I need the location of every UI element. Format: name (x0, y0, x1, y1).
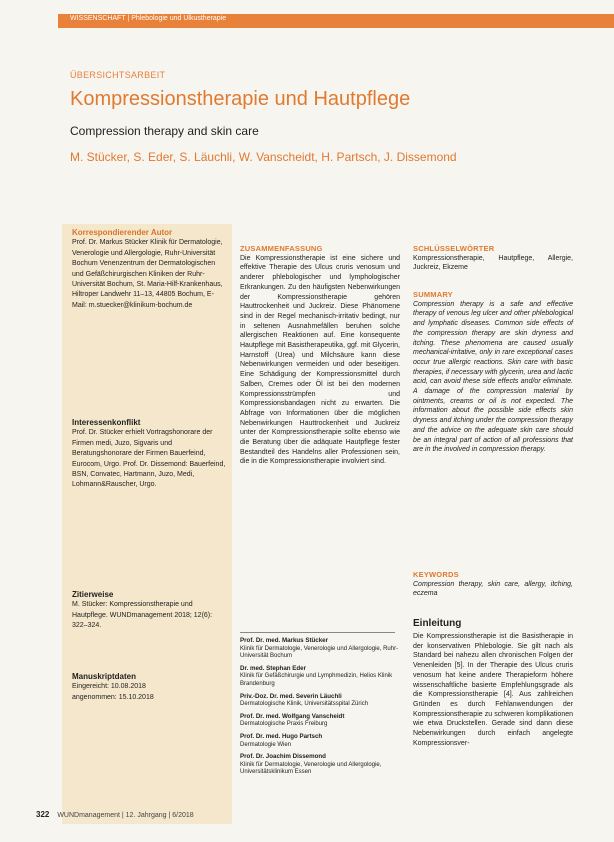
correspondence-text: Prof. Dr. Markus Stücker Klinik für Dermatologie, Venerologie und Allergologie, Ruhr-Universität Bochum Venenzentrum der Dermatologischen und Gefäßchirurgischen Kliniken der Ruhr-Universität Bochum, St. Maria-Hilf-Krankenhaus, Hiltroper Landwehr 11–13, 44805 Bochum, E-Mail: m.stuecker@klinikum-bochum.de (72, 239, 223, 309)
address-institution: Klinik für Gefäßchirurgie und Lymphmedizin, Helios Klinik Brandenburg (240, 673, 393, 687)
conflict-block (72, 418, 228, 491)
address-institution: Dermatologische Klinik, Universitätsspital Zürich (240, 701, 369, 708)
einleitung-heading: Einleitung (413, 618, 462, 629)
article-title: Kompressionstherapie und Hautpflege (70, 88, 411, 110)
journal-info: WUNDmanagement | 12. Jahrgang | 6/2018 (57, 812, 194, 819)
address-name: Prof. Dr. med. Wolfgang Vanscheidt (240, 712, 345, 720)
einleitung-text: Die Kompressionstherapie ist die Basistherapie in der konservativen Phlebologie. Sie gilt nach als Standard bei nahezu allen chronischen Folgen der Venenleiden [5]. In der Therapie des Ulcus cruris venosum hat keine andere Therapieform höhere wissenschaftliche basierte Empfehlungsgrade als die Kompressionstherapie [4]. Aus zahlreichen Gründen es durch Fehlanwendungen der Kompressionstherapie zu schweren komplikationen wie etwa Druckstellen. Gerade sind dann diese Nebenwirkungen durch einfach angelegte Kompressionsver- (413, 633, 573, 747)
zusammenfassung-text: Die Kompressionstherapie ist eine sichere und effektive Therapie des Ulcus cruris venosum und anderer phlebologischer und lymphologischer Erkrankungen. Zu den häufigsten Nebenwirkungen der Kompressionstherapie gehören Hauttrockenheit und Juckreiz. Diese Phänomene sind in der Regel mechanisch-irritativ bedingt, nur in seltenen Ausnahmefällen beruhen solche allergischen Reaktionen auf. Eine konsequente Hautpflege mit Basistherapeutika, ggf. mit Glycerin, Harnstoff (Urea) und Milchsäure kann diese Nebenwirkungen vermeiden und oder beseitigen. Eine Schädigung der Kompressionsmittel durch Salben, Cremes oder Öl ist bei den modernen Kompressionsstrümpfen und Kompressionsbandagen nicht zu erwarten. Die Abfrage von Informationen über die möglichen Nebenwirkungen Hauttrockenheit und Juckreiz unter der Kompressionstherapie sollte ebenso wie die Beratung über die adäquate Hautpflege fester Bestandteil des Handelns aller Professionen sein, die in die Kompressionstherapie involviert sind. (240, 254, 400, 466)
article-subtitle: Compression therapy and skin care (70, 124, 259, 138)
keywords-en (413, 570, 573, 599)
citation-block (72, 590, 228, 632)
keywords-de-heading: SCHLÜSSELWÖRTER (413, 244, 495, 253)
conflict-heading: Interessenkonflikt (72, 418, 141, 427)
summary (413, 290, 573, 455)
conflict-text: Prof. Dr. Stücker erhielt Vortragshonorare der Firmen medi, Juzo, Sigvaris und Beratungshonorare der Firmen Bauerfeind, Eurocom, Urgo. Prof. Dr. Dissemond: Bauerfeind, BSN, Convatec, Hartmann, Juzo, Medi, Lohmann&Rauscher, Urgo. (72, 429, 226, 489)
summary-heading: SUMMARY (413, 290, 453, 299)
citation-heading: Zitierweise (72, 590, 114, 599)
keywords-en-heading: KEYWORDS (413, 570, 459, 579)
address-item (240, 637, 400, 661)
correspondence-block (72, 228, 228, 311)
sidebar (62, 224, 232, 824)
address-institution: Dermatologische Praxis Freiburg (240, 721, 328, 728)
keywords-en-text: Compression therapy, skin care, allergy, itching, eczema (413, 580, 573, 598)
address-institution: Klinik für Dermatologie, Venerologie und Allergologie, Ruhr-Universität Bochum (240, 645, 399, 660)
manuscript-block (72, 672, 228, 703)
address-item (240, 693, 400, 709)
address-item (240, 753, 400, 777)
address-name: Dr. med. Stephan Eder (240, 664, 307, 672)
address-item (240, 713, 400, 729)
keywords-de-text: Kompressionstherapie, Hautpflege, Allergie, Juckreiz, Ekzeme (413, 254, 573, 272)
manuscript-accepted: angenommen: 15.10.2018 (72, 693, 154, 701)
correspondence-heading: Korrespondierender Autor (72, 228, 173, 237)
citation-text: M. Stücker: Kompressionstherapie und Hautpflege. WUNDmanagement 2018; 12(6): 322–324. (72, 601, 213, 630)
address-institution: Klinik für Dermatologie, Venerologie und Allergologie, Universitätsklinikum Essen (240, 761, 382, 776)
keywords-de (413, 244, 573, 273)
address-name: Prof. Dr. med. Markus Stücker (240, 637, 329, 644)
summary-text: Compression therapy is a safe and effective therapy of venous leg ulcer and other phlebological and lymphatic diseases. Common side effects of the compression therapy are skin dryness and itching. These phenomena are caused usually mechanical-irritative, only in rare exceptional cases occur true allergic reactions. Skin care with basic therapies, if necessary with glycerin, urea and lactic acid, can avoid these side effects and/or eliminate. A damage of the compression material by ointments, creams or oil is not expected. The information about the possible side effects skin dryness and itching under the compression therapy and the advice on the adequate skin care should be an integral part of action of all professions that are in the involved in compression therapy. (413, 300, 573, 454)
address-list (240, 637, 400, 777)
address-institution: Dermatologie Wien (240, 741, 292, 748)
manuscript-heading: Manuskriptdaten (72, 672, 137, 681)
page-number: 322 (36, 810, 50, 819)
page-footer (36, 810, 194, 819)
address-item (240, 665, 400, 689)
zusammenfassung-heading: ZUSAMMENFASSUNG (240, 244, 323, 253)
address-name: Priv.-Doz. Dr. med. Severin Läuchli (240, 692, 342, 700)
zusammenfassung (240, 244, 400, 467)
address-divider (240, 632, 395, 633)
address-item (240, 733, 400, 749)
address-name: Prof. Dr. med. Hugo Partsch (240, 732, 323, 740)
running-title: WISSENSCHAFT | Phlebologie und Ulkustherapie (70, 15, 227, 22)
article-authors: M. Stücker, S. Eder, S. Läuchli, W. Vanscheidt, H. Partsch, J. Dissemond (70, 150, 457, 164)
address-name: Prof. Dr. Joachim Dissemond (240, 753, 326, 761)
section-label: ÜBERSICHTSARBEIT (70, 70, 166, 80)
manuscript-received: Eingereicht: 10.08.2018 (72, 683, 146, 691)
